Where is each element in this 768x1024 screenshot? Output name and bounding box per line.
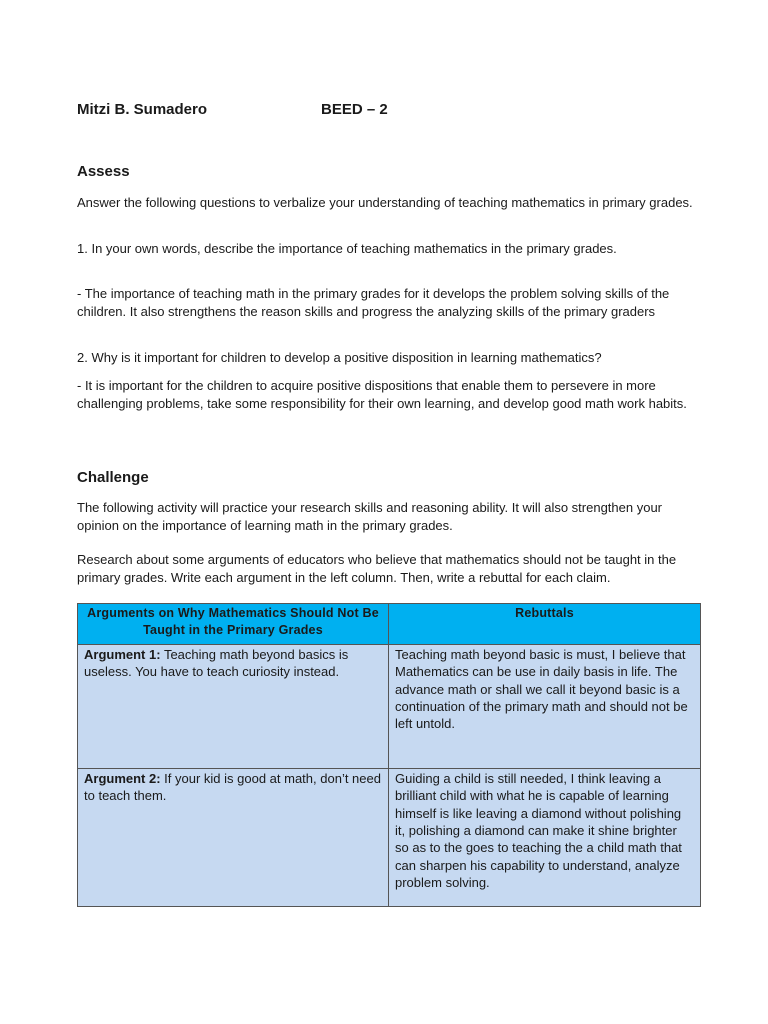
course-label: BEED – 2 — [321, 101, 388, 118]
table-row — [78, 644, 701, 768]
argument-label: Argument 1: — [84, 646, 161, 662]
challenge-instructions: Research about some arguments of educators who believe that mathematics should not be taught in the primary grades. Write each argument in the left column. Then, write a rebuttal for each claim. — [77, 552, 677, 585]
arguments-table — [77, 603, 701, 907]
argument-label: Argument 2: — [84, 770, 161, 786]
assess-heading: Assess — [77, 163, 130, 180]
arguments-column-header: Arguments on Why Mathematics Should Not Be Taught in the Primary Grades — [78, 604, 389, 645]
argument-text: If your kid is good at math, don’t need to teach them. — [84, 770, 381, 804]
student-name: Mitzi B. Sumadero — [77, 101, 208, 118]
challenge-heading: Challenge — [77, 469, 149, 486]
question-1: 1. In your own words, describe the importance of teaching mathematics in the primary grades. — [77, 241, 617, 256]
rebuttal-cell: Guiding a child is still needed, I think leaving a brilliant child with what he is capable of learning himself is like leaving a diamond without polishing it, polishing a diamond can make it shine brighter so as to the goes to teaching the a child math that can sharpen his capability to understand, analyze problem solving. — [389, 768, 701, 906]
argument-text: Teaching math beyond basics is useless. You have to teach curiosity instead. — [84, 646, 349, 680]
argument-cell — [78, 768, 389, 906]
assess-intro: Answer the following questions to verbalize your understanding of teaching mathematics in primary grades. — [77, 195, 693, 210]
rebuttals-column-header: Rebuttals — [389, 604, 701, 645]
answer-1: - The importance of teaching math in the primary grades for it develops the problem solving skills of the children. It also strengthens the reason skills and progress the analyzing skills of the primary graders — [77, 286, 670, 319]
challenge-intro: The following activity will practice your research skills and reasoning ability. It will also strengthen your opinion on the importance of learning math in the primary grades. — [77, 500, 663, 533]
argument-cell — [78, 644, 389, 768]
question-2: 2. Why is it important for children to develop a positive disposition in learning mathematics? — [77, 350, 602, 365]
table-header-row — [78, 604, 701, 645]
table-row — [78, 768, 701, 906]
answer-2: - It is important for the children to acquire positive dispositions that enable them to persevere in more challenging problems, take some responsibility for their own learning, and develop good math work habits. — [77, 378, 687, 411]
rebuttal-cell: Teaching math beyond basic is must, I believe that Mathematics can be use in daily basis in life. The advance math or shall we call it beyond basic is a continuation of the primary math and should not be left untold. — [389, 644, 701, 768]
